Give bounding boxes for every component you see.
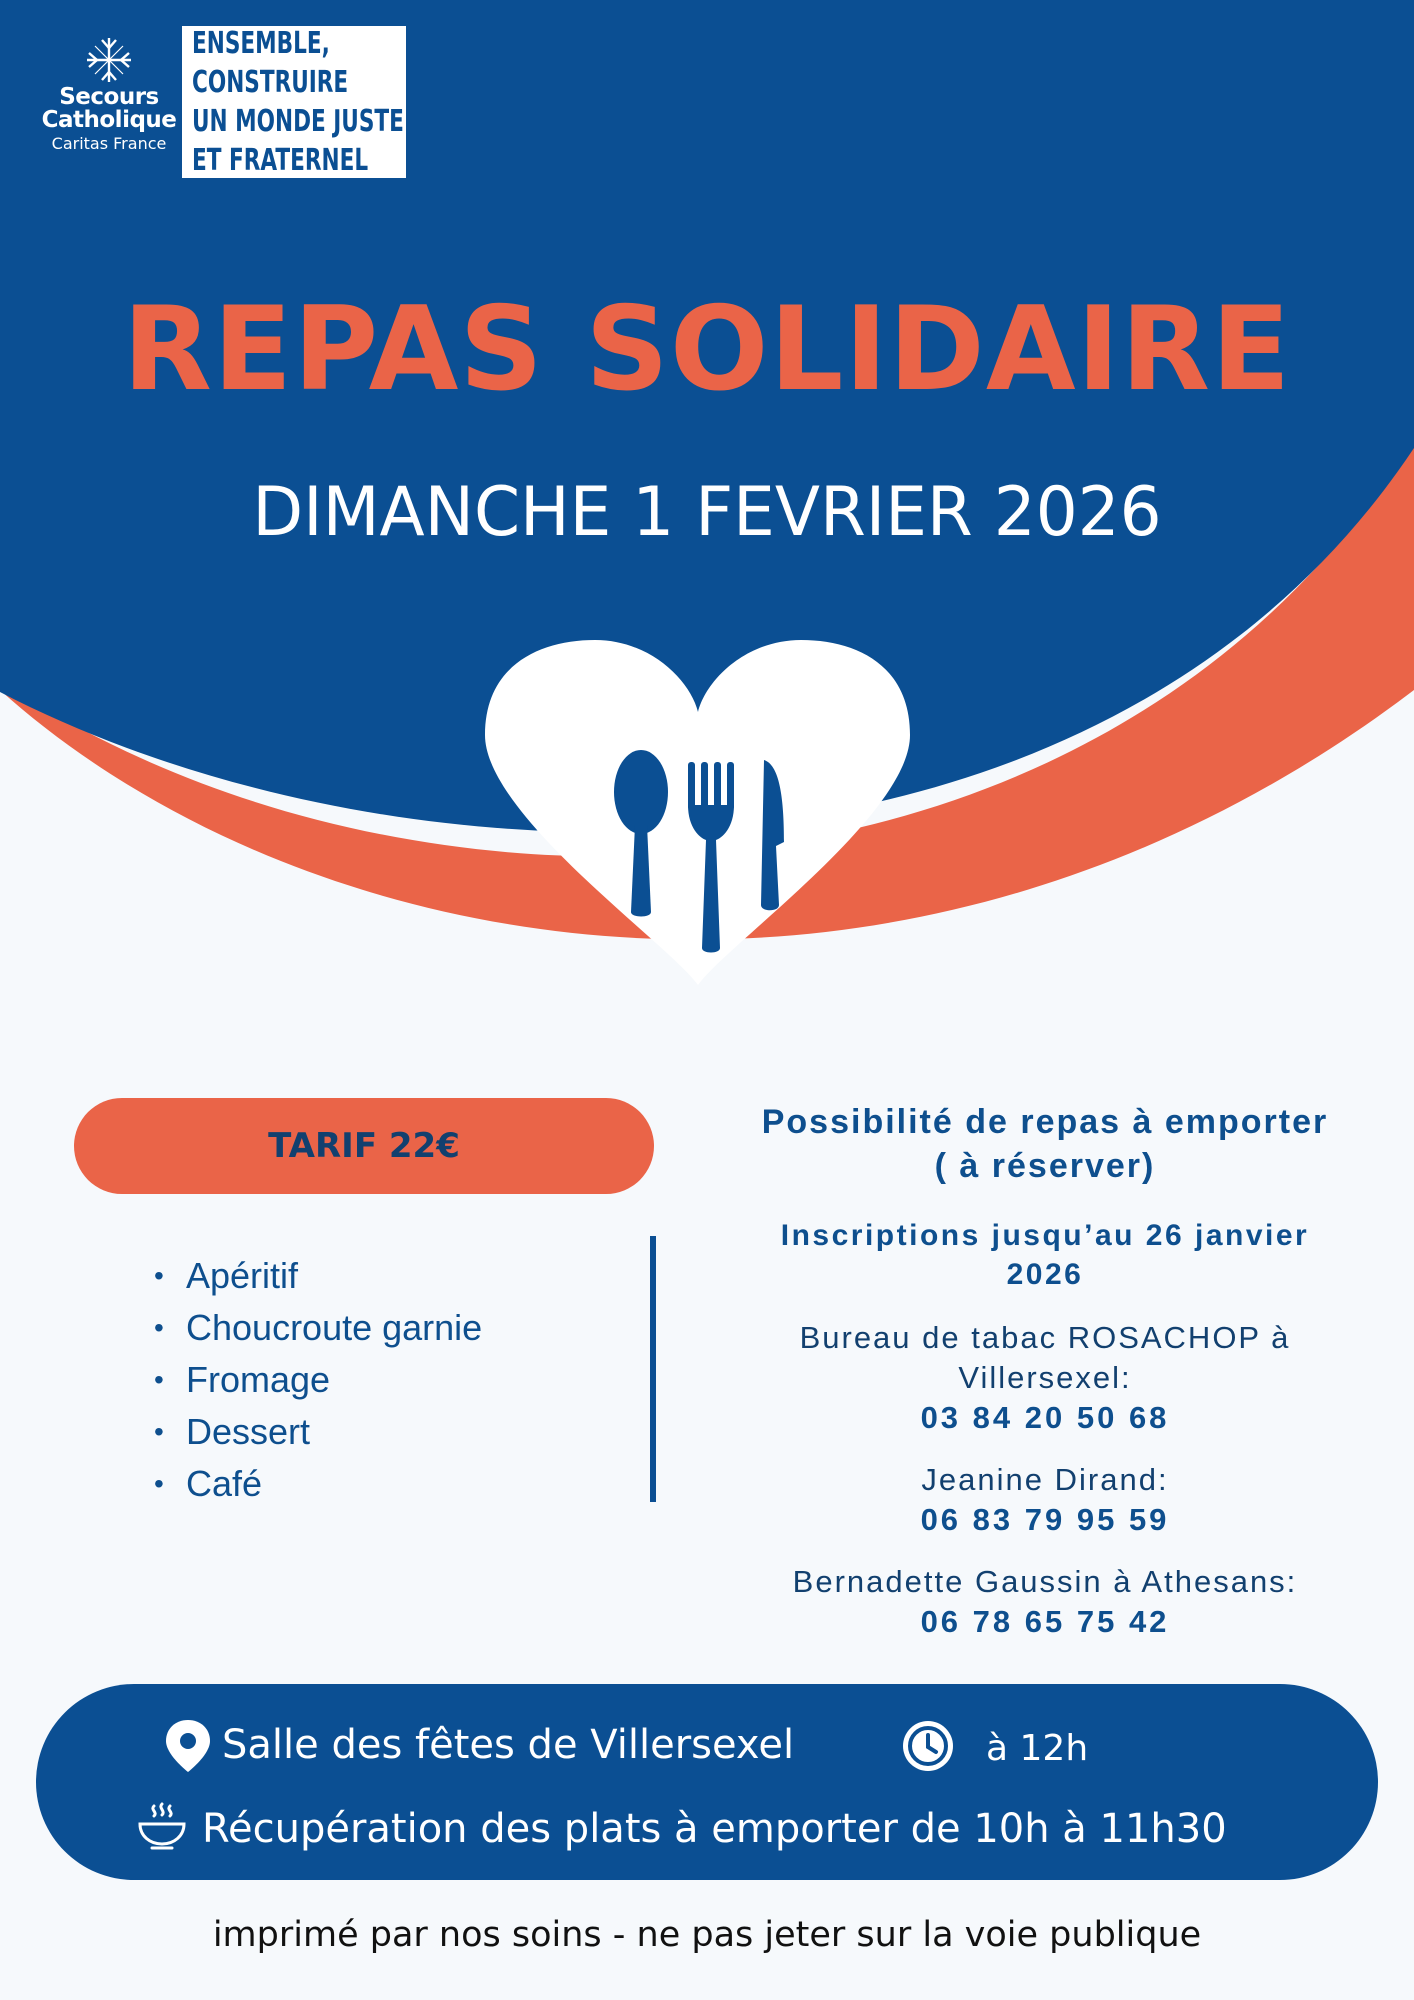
slogan-line: CONSTRUIRE xyxy=(192,65,349,100)
registration-line2: 2026 xyxy=(1006,1258,1084,1291)
footer-note: imprimé par nos soins - ne pas jeter sur la voie publique xyxy=(212,1915,1202,1955)
slogan-line: UN MONDE JUSTE xyxy=(192,104,404,139)
menu-list xyxy=(186,1250,482,1510)
venue-banner xyxy=(36,1684,1378,1880)
contact-block xyxy=(700,1318,1390,1438)
pickup-text: Récupération des plats à emporter de 10h à 11h30 xyxy=(202,1806,1227,1852)
food-bowl-icon xyxy=(136,1802,188,1854)
registration-deadline xyxy=(700,1216,1390,1294)
logo-badge xyxy=(36,26,182,178)
registration-line1: Inscriptions jusqu’au 26 janvier xyxy=(780,1219,1310,1252)
event-date: DIMANCHE 1 FEVRIER 2026 xyxy=(252,473,1162,552)
caritas-cross-icon xyxy=(83,34,135,86)
slogan-line: ET FRATERNEL xyxy=(192,143,369,178)
takeaway-line2: ( à réserver) xyxy=(934,1147,1156,1185)
logo-name-line1: Secours xyxy=(59,84,159,110)
logo-slogan xyxy=(182,26,406,178)
price-label: TARIF 22€ xyxy=(268,1126,460,1166)
contact-name: Bureau de tabac ROSACHOP à xyxy=(799,1320,1291,1355)
map-pin-icon xyxy=(162,1718,214,1774)
venue-text: Salle des fêtes de Villersexel xyxy=(222,1722,795,1768)
slogan-line: ENSEMBLE, xyxy=(192,26,330,61)
secours-catholique-logo xyxy=(36,26,406,178)
takeaway-line1: Possibilité de repas à emporter xyxy=(761,1103,1329,1141)
clock-icon xyxy=(900,1718,956,1774)
list-item: • Apéritif xyxy=(186,1250,482,1302)
time-text: à 12h xyxy=(986,1728,1089,1769)
contact-name: Jeanine Dirand: xyxy=(921,1462,1169,1497)
takeaway-notice xyxy=(700,1100,1390,1188)
logo-subtitle: Caritas France xyxy=(51,134,167,153)
page-title: REPAS SOLIDAIRE xyxy=(122,282,1292,417)
contact-block xyxy=(700,1460,1390,1540)
logo-name-line2: Catholique xyxy=(41,107,177,133)
list-item: • Café xyxy=(186,1458,482,1510)
contact-name: Bernadette Gaussin à Athesans: xyxy=(792,1564,1298,1599)
column-divider xyxy=(650,1236,656,1502)
contact-phone[interactable]: 06 78 65 75 42 xyxy=(920,1604,1170,1639)
contact-phone[interactable]: 06 83 79 95 59 xyxy=(920,1502,1170,1537)
list-item: • Fromage xyxy=(186,1354,482,1406)
contact-phone[interactable]: 03 84 20 50 68 xyxy=(920,1400,1170,1435)
contact-block xyxy=(700,1562,1390,1642)
list-item: • Dessert xyxy=(186,1406,482,1458)
price-badge xyxy=(74,1098,654,1194)
contact-location: Villersexel: xyxy=(958,1360,1132,1395)
list-item: • Choucroute garnie xyxy=(186,1302,482,1354)
